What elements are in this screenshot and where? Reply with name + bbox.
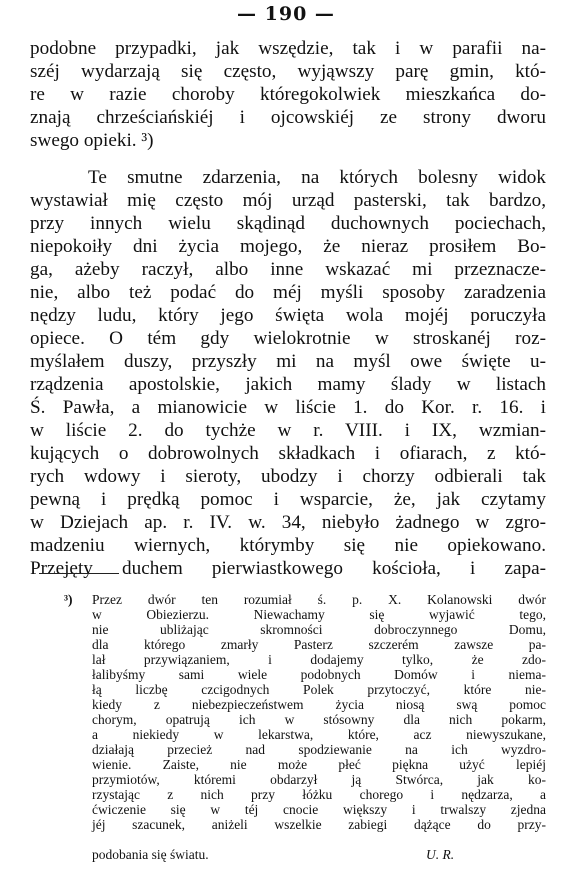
text-line: nędzy ludu, który jego święta wola mojéj poruczyła — [30, 305, 546, 326]
footnote-line: nie ubliżając skromności dobroczynnego Domu, — [92, 622, 546, 637]
footnote-line: łalibyśmy sami wiele podobnych Domów i niema- — [92, 667, 546, 682]
footnote-line: działają przecież nad spodziewanie na ich wyzdro- — [92, 742, 546, 757]
text-line: Przejęty duchem pierwiastkowego kościoła, i zapa- — [30, 558, 546, 579]
text-line: rządzenia apostolskie, jakich mamy ślady w listach — [30, 374, 546, 395]
footnote-line: łą liczbę czcigodnych Polek przytoczyć, które nie- — [92, 682, 546, 697]
text-line: nie, albo też podać do méj myśli sposoby zaradzenia — [30, 282, 546, 303]
text-line: re w razie choroby któregokolwiek mieszkańca do- — [30, 84, 546, 105]
text-line: przy innych wielu skądinąd duchownych pociechach, — [30, 213, 546, 234]
footnote-line: przymiotów, któremi obdarzył ją Stwórca, jak ko- — [92, 772, 546, 787]
footnote-line: dla którego zmarły Pasterz szczerém zawsze pa- — [92, 637, 546, 652]
footnote-marker: ³) — [64, 592, 73, 607]
footnote-separator — [39, 573, 119, 574]
footnote-signature: U. R. — [426, 847, 455, 862]
text-line: Te smutne zdarzenia, na których bolesny widok — [88, 167, 546, 188]
footnote-line: Przez dwór ten rozumiał ś. p. X. Kolanowski dwór — [92, 592, 546, 607]
footnote-line: jéj szacunek, aniżeli wszelkie zabiegi dążące do przy- — [92, 817, 546, 832]
text-line: swego opieki. ³) — [30, 130, 154, 151]
footnote-line: lał przywiązaniem, i dodajemy tylko, że zdo- — [92, 652, 546, 667]
text-line: niepokoiły dni życia mojego, że nieraz prosiłem Bo- — [30, 236, 546, 257]
text-line: podobne przypadki, jak wszędzie, tak i w parafii na- — [30, 38, 546, 59]
footnote-line: w Obiezierzu. Niewachamy się wyjawić tego, — [92, 607, 546, 622]
text-line: Ś. Pawła, a mianowicie w liście 1. do Kor. r. 16. i — [30, 397, 546, 418]
footnote-line: kiedy z niebezpieczeństwem życia niosą swą pomoc — [92, 697, 546, 712]
text-line: kujących o dobrowolnych składkach i ofiarach, z któ- — [30, 443, 546, 464]
text-line: znają chrześciańskiéj i ojcowskiéj ze strony dworu — [30, 107, 546, 128]
text-line: w liście 2. do tychże w r. VIII. i IX, wzmian- — [30, 420, 546, 441]
text-line: madzeniu wiernych, którymby się nie opiekowano. — [30, 535, 546, 556]
footnote-line: a niekiedy w lekarstwa, które, acz niewyszukane, — [92, 727, 546, 742]
text-line: opiece. O tém gdy wielokrotnie w stroskanéj roz- — [30, 328, 546, 349]
page-number: — 190 — — [237, 3, 335, 25]
text-line: myślałem duszy, przyszły mi na myśl owe święte u- — [30, 351, 546, 372]
footnote-line: wienie. Zaiste, nie może płeć piękna użyć lepiéj — [92, 757, 546, 772]
footnote-line: rzystając z nich przy łóżku chorego i nędzarza, a — [92, 787, 546, 802]
footnote-line: chorym, opatrują ich w stósowny dla nich pokarm, — [92, 712, 546, 727]
text-line: ga, ażeby raczył, albo inne wskazać mi przeznacze- — [30, 259, 546, 280]
text-line: w Dziejach ap. r. IV. w. 34, niebyło żadnego w zgro- — [30, 512, 546, 533]
footnote-line: ćwiczenie się w téj cnocie większy i trwalszy zjedna — [92, 802, 546, 817]
text-line: széj wydarzają się często, wyjąwszy parę gmin, któ- — [30, 61, 546, 82]
text-line: rych wdowy i sieroty, ubodzy i chorzy odbierali tak — [30, 466, 546, 487]
text-line: pewną i prędką pomoc i wsparcie, że, jak czytamy — [30, 489, 546, 510]
text-line: wystawiał mię często mój urząd pasterski, tak bardzo, — [30, 190, 546, 211]
footnote-line: podobania się światu. — [92, 847, 209, 862]
